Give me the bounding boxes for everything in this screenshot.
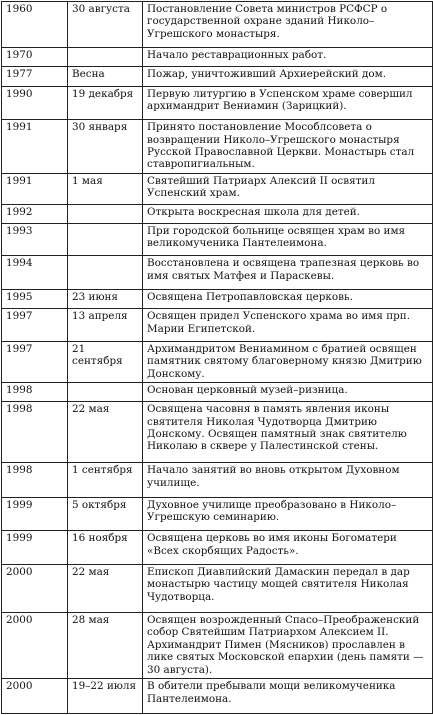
date-cell [68,382,143,401]
year-cell: 1990 [2,86,68,120]
event-cell: Принято постановление Мособлсовета о возвращении Николо–Угрешского монастыря Русской Православной Церкви. Монастырь стал ставропигиальным. [143,120,433,174]
date-cell: 13 апреля [68,309,143,342]
date-cell [68,205,143,223]
table-row [2,382,433,401]
table-row [2,86,433,120]
table-row [2,47,433,66]
table-row [2,679,433,714]
table-row [2,67,433,86]
table-row [2,612,433,678]
year-cell: 1977 [2,67,68,86]
year-cell: 2000 [2,679,68,714]
year-cell: 1994 [2,256,68,290]
year-cell: 1991 [2,120,68,174]
year-cell: 1970 [2,47,68,66]
year-cell: 1998 [2,463,68,498]
year-cell: 1997 [2,309,68,342]
event-cell: Пожар, уничтоживший Архиерейский дом. [143,67,433,86]
date-cell: 30 августа [68,2,143,48]
date-cell: 16 ноября [68,531,143,565]
event-cell: Основан церковный музей–ризница. [143,382,433,401]
event-cell: Святейший Патриарх Алексий II освятил Успенский храм. [143,173,433,205]
event-cell: Постановление Совета министров РСФСР о государственной охране зданий Николо–Угрешского монастыря. [143,2,433,48]
event-cell: Начало реставрационных работ. [143,47,433,66]
date-cell: 30 января [68,120,143,174]
event-cell: Восстановлена и освящена трапезная церковь во имя святых Матфея и Параскевы. [143,256,433,290]
date-cell [68,256,143,290]
year-cell: 1992 [2,205,68,223]
event-cell: Освящен возрожденный Спасо–Преображенский собор Святейшим Патриархом Алексием II. Архимандрит Пимен (Мясников) прославлен в лике святых Московской епархии (день памяти — 30 августа). [143,612,433,678]
table-row [2,205,433,223]
chronology-body [2,2,433,714]
year-cell: 2000 [2,565,68,613]
year-cell: 1999 [2,497,68,531]
table-row [2,531,433,565]
table-row [2,463,433,498]
event-cell: Архимандритом Вениамином с братией освящен памятник святому благоверному князю Дмитрию Донскому. [143,341,433,382]
table-row [2,341,433,382]
date-cell: 1 мая [68,173,143,205]
year-cell: 1960 [2,2,68,48]
date-cell: 19 декабря [68,86,143,120]
event-cell: Освящена Петропавловская церковь. [143,289,433,308]
table-row [2,120,433,174]
year-cell: 1991 [2,173,68,205]
date-cell: 22 мая [68,402,143,463]
year-cell: 1998 [2,382,68,401]
date-cell: 22 мая [68,565,143,613]
event-cell: Духовное училище преобразовано в Николо–Угрешскую семинарию. [143,497,433,531]
event-cell: Освящена церковь во имя иконы Богоматери «Всех скорбящих Радость». [143,531,433,565]
year-cell: 2000 [2,612,68,678]
date-cell: 21 сентября [68,341,143,382]
date-cell: 5 октября [68,497,143,531]
chronology-table [1,1,433,714]
date-cell: 23 июня [68,289,143,308]
event-cell: Освящен придел Успенского храма во имя прп. Марии Египетской. [143,309,433,342]
table-row [2,256,433,290]
year-cell: 1997 [2,341,68,382]
year-cell: 1993 [2,223,68,256]
event-cell: Епископ Диавлийский Дамаскин передал в дар монастырю частицу мощей святителя Николая Чудотворца. [143,565,433,613]
table-row [2,223,433,256]
table-row [2,565,433,613]
event-cell: Освящена часовня в память явления иконы святителя Николая Чудотворца Дмитрию Донскому. Освящен памятный знак святителю Николаю в сквере у Палестинской стены. [143,402,433,463]
table-row [2,497,433,531]
event-cell: Начало занятий во вновь открытом Духовном училище. [143,463,433,498]
table-row [2,309,433,342]
date-cell: Весна [68,67,143,86]
event-cell: Первую литургию в Успенском храме совершил архимандрит Вениамин (Зарицкий). [143,86,433,120]
date-cell [68,223,143,256]
date-cell [68,47,143,66]
table-row [2,289,433,308]
table-row [2,2,433,48]
date-cell: 28 мая [68,612,143,678]
event-cell: В обители пребывали мощи великомученика Пантелеимона. [143,679,433,714]
table-row [2,402,433,463]
date-cell: 19–22 июля [68,679,143,714]
date-cell: 1 сентября [68,463,143,498]
year-cell: 1998 [2,402,68,463]
year-cell: 1995 [2,289,68,308]
event-cell: Открыта воскресная школа для детей. [143,205,433,223]
table-row [2,173,433,205]
event-cell: При городской больнице освящен храм во имя великомученика Пантелеимона. [143,223,433,256]
year-cell: 1999 [2,531,68,565]
